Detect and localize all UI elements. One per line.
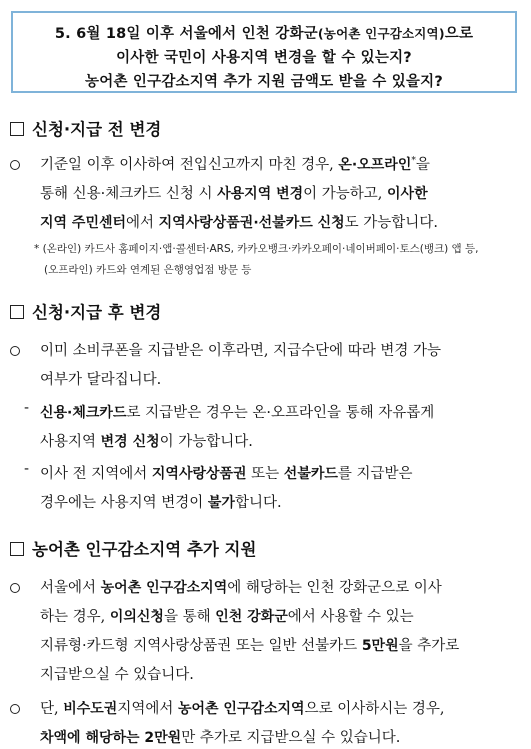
question-text: 으로 bbox=[444, 26, 474, 42]
section-heading bbox=[10, 116, 161, 140]
text: 이 가능하고, bbox=[303, 186, 388, 202]
square-bullet-icon bbox=[10, 542, 24, 556]
question-line-2: 이사한 국민이 사용지역 변경을 할 수 있는지? bbox=[116, 50, 412, 66]
bold-text: 온·오프라인 bbox=[338, 157, 412, 173]
dash-bullet-icon: - bbox=[24, 400, 30, 416]
section-title: 농어촌 인구감소지역 추가 지원 bbox=[32, 540, 257, 559]
paragraph-line bbox=[40, 605, 414, 626]
circle-bullet-icon bbox=[10, 160, 20, 170]
text: 지역에서 bbox=[117, 701, 178, 717]
text: 도 가능합니다. bbox=[344, 215, 438, 231]
bold-text: 변경 신청 bbox=[100, 434, 160, 450]
text: 기준일 이후 이사하여 전입신고까지 마친 경우, bbox=[40, 157, 339, 173]
paragraph-line bbox=[40, 401, 434, 422]
text: 를 지급받은 bbox=[337, 466, 413, 482]
square-bullet-icon bbox=[10, 305, 24, 319]
text: 이사 전 지역에서 bbox=[40, 466, 152, 482]
text: 단, bbox=[40, 701, 64, 717]
text: 에서 사용할 수 있는 bbox=[287, 609, 414, 625]
paragraph-line bbox=[40, 430, 253, 451]
bold-text: 차액에 해당하는 2만원 bbox=[40, 730, 182, 746]
footnote-line: * (온라인) 카드사 홈페이지·앱·콜센터·ARS, 카카오뱅크·카카오페이·네이버페이·토스(뱅크) 앱 등, bbox=[34, 243, 479, 255]
question-line-3: 농어촌 인구감소지역 추가 지원 금액도 받을 수 있을지? bbox=[85, 74, 443, 90]
section-title: 신청·지급 후 변경 bbox=[32, 303, 162, 322]
text: 또는 bbox=[246, 466, 284, 482]
text: 로 지급받은 경우는 온·오프라인을 통해 자유롭게 bbox=[126, 405, 435, 421]
question-line-1 bbox=[13, 22, 515, 43]
text: 지류형·카드형 지역사랑상품권 또는 일반 선불카드 bbox=[40, 638, 362, 654]
paragraph-line bbox=[40, 182, 428, 203]
bold-text: 인천 강화군 bbox=[215, 609, 288, 625]
bold-text: 농어촌 인구감소지역 bbox=[100, 580, 228, 596]
text: 서울에서 bbox=[40, 580, 101, 596]
paragraph-line bbox=[40, 576, 442, 597]
bold-text: 비수도권 bbox=[63, 701, 118, 717]
bold-text: 사용지역 변경 bbox=[217, 186, 304, 202]
section-title: 신청·지급 전 변경 bbox=[32, 120, 162, 139]
dash-bullet-icon: - bbox=[24, 461, 30, 477]
circle-bullet-icon bbox=[10, 346, 20, 356]
text: 경우에는 사용지역 변경이 bbox=[40, 495, 208, 511]
bold-text: 지역사랑상품권 bbox=[151, 466, 247, 482]
paragraph-line bbox=[40, 491, 282, 512]
text: 하는 경우, bbox=[40, 609, 110, 625]
paragraph-line: 여부가 달라집니다. bbox=[40, 372, 162, 388]
bold-text: 지역 주민센터 bbox=[40, 215, 127, 231]
bold-text: 이사한 bbox=[387, 186, 428, 202]
text: 을 bbox=[415, 157, 430, 173]
square-bullet-icon bbox=[10, 122, 24, 136]
paragraph-line bbox=[40, 153, 430, 174]
text: 만 추가로 지급받으실 수 있습니다. bbox=[181, 730, 401, 746]
question-text: 5. 6월 18일 이후 서울에서 인천 강화군 bbox=[54, 26, 318, 42]
bold-text: 이의신청 bbox=[109, 609, 164, 625]
circle-bullet-icon bbox=[10, 704, 20, 714]
text: 에서 bbox=[126, 215, 159, 231]
paragraph-line bbox=[40, 697, 444, 718]
text: 통해 신용·체크카드 신청 시 bbox=[40, 186, 218, 202]
question-text: (농어촌 인구감소지역) bbox=[317, 26, 445, 41]
text: 을 추가로 bbox=[398, 638, 460, 654]
bold-text: 신용·체크카드 bbox=[40, 405, 127, 421]
bold-text: 지역사랑상품권·선불카드 신청 bbox=[158, 215, 345, 231]
text: 으로 이사하시는 경우, bbox=[304, 701, 445, 717]
bold-text: 불가 bbox=[207, 495, 235, 511]
section-heading bbox=[10, 536, 256, 560]
text: 합니다. bbox=[234, 495, 282, 511]
paragraph-line bbox=[40, 726, 400, 747]
circle-bullet-icon bbox=[10, 583, 20, 593]
text: 에 해당하는 인천 강화군으로 이사 bbox=[227, 580, 442, 596]
bold-text: 농어촌 인구감소지역 bbox=[177, 701, 305, 717]
paragraph-line bbox=[40, 211, 438, 232]
question-box bbox=[11, 11, 517, 93]
footnote-marker: * bbox=[411, 156, 416, 167]
paragraph-line: 지급받으실 수 있습니다. bbox=[40, 667, 194, 683]
text: 이 가능합니다. bbox=[159, 434, 253, 450]
bold-text: 5만원 bbox=[361, 638, 399, 654]
text: 을 통해 bbox=[163, 609, 216, 625]
paragraph-line bbox=[40, 462, 413, 483]
section-heading bbox=[10, 299, 161, 323]
text: 사용지역 bbox=[40, 434, 101, 450]
paragraph-line bbox=[40, 634, 459, 655]
paragraph-line: 이미 소비쿠폰을 지급받은 이후라면, 지급수단에 따라 변경 가능 bbox=[40, 343, 442, 359]
footnote-line: (오프라인) 카드와 연계된 은행영업점 방문 등 bbox=[44, 264, 252, 276]
bold-text: 선불카드 bbox=[283, 466, 338, 482]
